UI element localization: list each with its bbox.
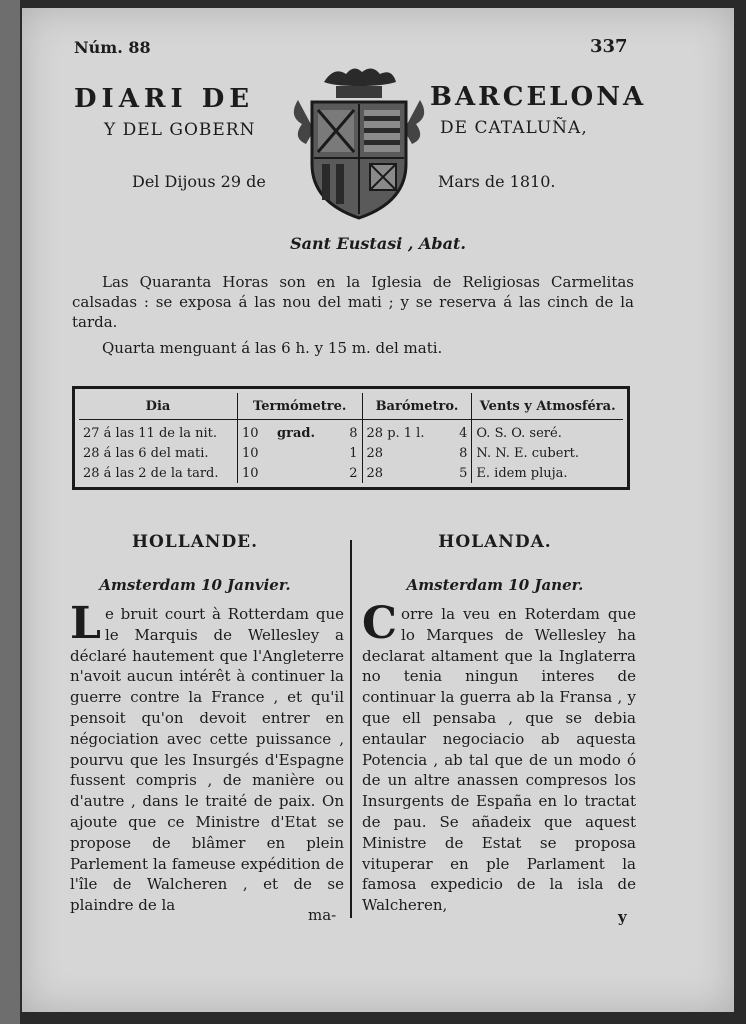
left-column-body: e bruit court à Rotterdam que le Marquis de Wellesley a déclaré hautement que l'Angleterre n'avoit aucun intérêt à continuer la guerre contre la France , et qu'il pensoit qu'on devoit entrer en négociation avec cette puissance , pourvu que les Insurgés d'Espagne fussent compris , de manière ou d'autre , dans le traité de paix. On ajoute que ce Ministre d'Etat se propose de blâmer en plein Parlement la fameuse expédition de l'île de Walcheren , et de se plaindre de la [70, 605, 344, 915]
row-thermo-degrees: 10 [242, 425, 259, 441]
row-day: 27 á las 11 de la nit. [79, 420, 238, 444]
row-thermo-degrees: 10 [242, 465, 259, 481]
left-drop-cap: L [70, 598, 101, 649]
weather-table-header [79, 393, 623, 420]
row-day: 28 á las 6 del mati. [79, 443, 238, 463]
column-divider [350, 540, 352, 918]
header-thermometer: Termómetre. [238, 393, 363, 420]
row-thermo-unit: grad. [277, 425, 315, 441]
issue-date-left: Del Dijous 29 de [132, 172, 266, 191]
saint-of-the-day: Sant Eustasi , Abat. [290, 234, 466, 253]
row-baro-inches: 28 p. 1 l. [366, 425, 425, 441]
right-column-catchword: y [618, 908, 627, 926]
row-baro-inches: 28 [366, 445, 384, 461]
weather-row [79, 463, 623, 483]
left-column-article [70, 598, 344, 916]
row-baro-lines: 4 [450, 420, 472, 444]
masthead-subtitle-left: Y DEL GOBERN [104, 120, 256, 140]
masthead-title-left: DIARI DE [74, 84, 255, 114]
right-drop-cap: C [362, 598, 398, 649]
weather-table [72, 386, 630, 490]
page-edge [0, 0, 20, 1024]
row-thermo-fraction: 1 [338, 443, 362, 463]
left-column-catchword: ma- [308, 906, 337, 924]
moon-phase-notice: Quarta menguant á las 6 h. y 15 m. del mati. [102, 339, 443, 357]
issue-number: Núm. 88 [74, 38, 151, 57]
left-column-heading: HOLLANDE. [131, 532, 259, 552]
right-column-heading: HOLANDA. [438, 532, 552, 552]
weather-row [79, 443, 623, 463]
row-baro-inches: 28 [366, 465, 384, 481]
issue-date-right: Mars de 1810. [438, 172, 556, 191]
right-column-dateline: Amsterdam 10 Janer. [406, 576, 584, 594]
coat-of-arms-icon [284, 60, 434, 226]
row-wind: O. S. O. seré. [476, 425, 562, 441]
left-column-dateline: Amsterdam 10 Janvier. [99, 576, 291, 594]
right-column-body: orre la veu en Roterdam que lo Marques de Wellesley ha declarat altament que la Inglaterra no tenia ningun interes de continuar la guerra ab la Fransa , y que ell pensaba , que se debia entaular negociacio ab aquesta Potencia , ab tal que de un modo ó de un altre anassen compresos los Insurgents de España en lo tractat de pau. Se añadeix que aquest Ministre de Estat se proposa vituperar en ple Parlament la famosa expedicio de la isla de Walcheren, [362, 605, 636, 915]
page-number: 337 [590, 36, 628, 57]
right-column-article [362, 598, 636, 916]
masthead-title-right: BARCELONA [430, 82, 647, 112]
row-wind: E. idem pluja. [476, 465, 568, 481]
row-thermo-degrees: 10 [242, 445, 259, 461]
row-baro-lines: 5 [450, 463, 472, 483]
row-thermo-unit [273, 463, 338, 483]
row-day: 28 á las 2 de la tard. [79, 463, 238, 483]
row-thermo-fraction: 2 [338, 463, 362, 483]
masthead-subtitle-right: DE CATALUÑA, [440, 118, 588, 138]
newspaper-page [22, 8, 734, 1012]
forty-hours-notice: Las Quaranta Horas son en la Iglesia de Religiosas Carmelitas calsadas : se exposa á las nou del mati ; y se reserva á las cinch de la tarda. [72, 273, 634, 331]
row-wind: N. N. E. cubert. [476, 445, 580, 461]
header-barometer: Barómetro. [362, 393, 472, 420]
row-thermo-fraction: 8 [338, 420, 362, 444]
header-winds: Vents y Atmosféra. [472, 393, 623, 420]
row-thermo-unit [273, 443, 338, 463]
weather-row [79, 420, 623, 444]
row-baro-lines: 8 [450, 443, 472, 463]
header-day: Dia [79, 393, 238, 420]
